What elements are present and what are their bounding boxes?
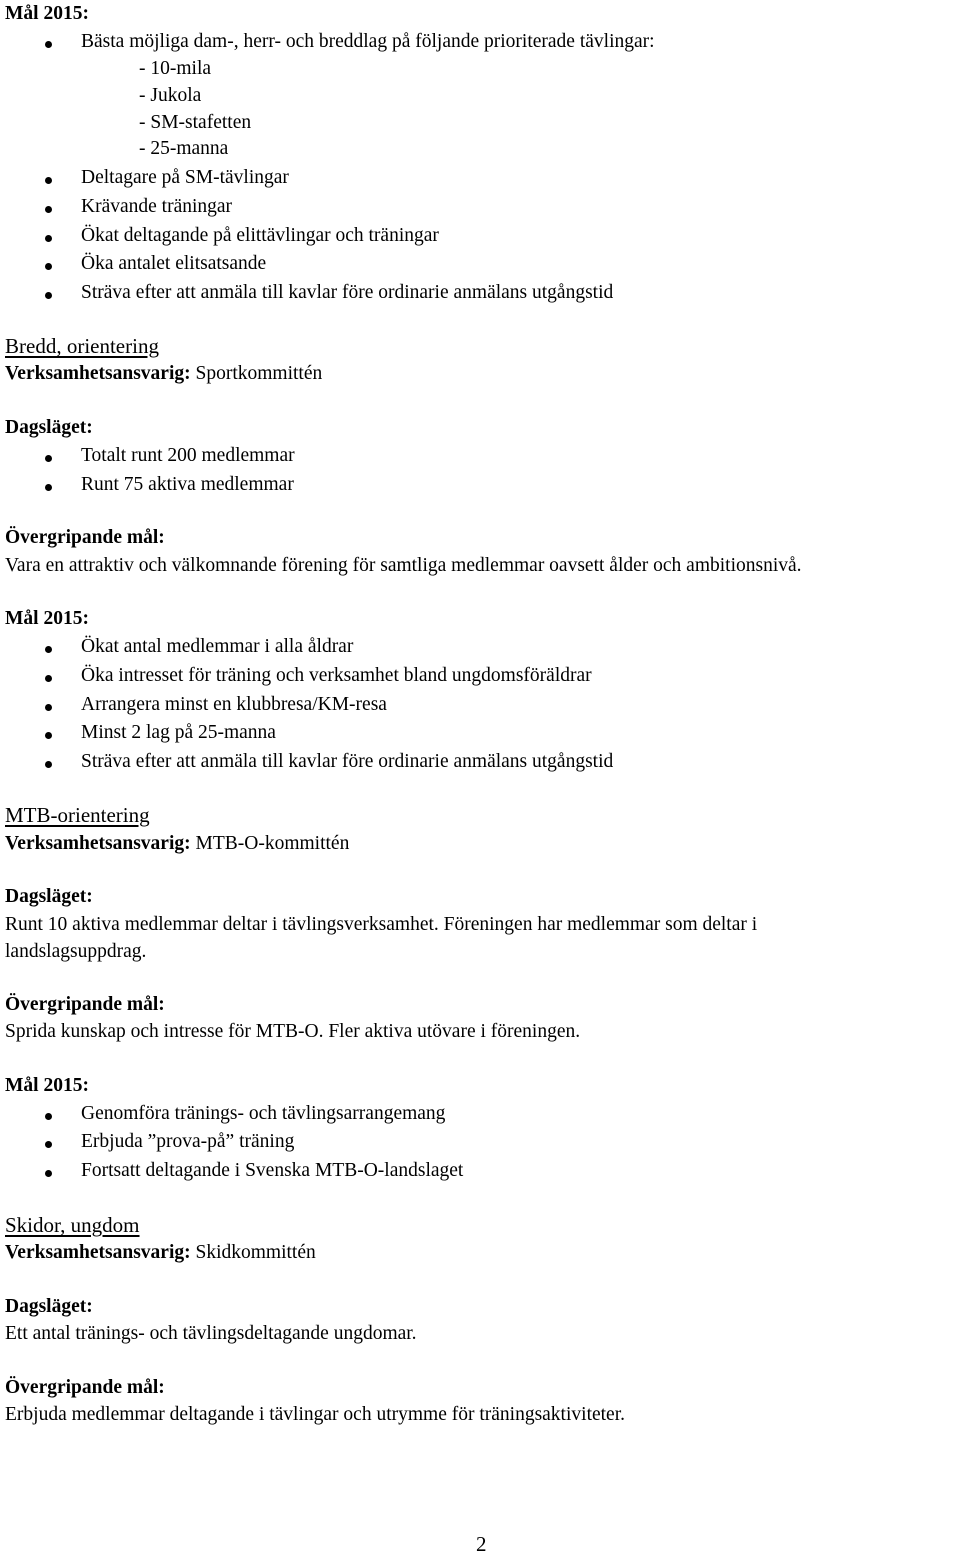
- bullet-icon: [45, 761, 52, 768]
- list-item: Ökat deltagande på elittävlingar och träningar: [81, 225, 439, 246]
- list-item: Genomföra tränings- och tävlingsarrangemang: [81, 1103, 446, 1124]
- section-title: Bredd, orientering: [5, 334, 159, 358]
- bullet-icon: [45, 675, 52, 682]
- status-heading: Dagsläget:: [5, 886, 93, 907]
- status-heading: Dagsläget:: [5, 417, 93, 438]
- status-heading: Dagsläget:: [5, 1296, 93, 1317]
- responsible-line: [5, 1241, 316, 1265]
- list-item: Runt 75 aktiva medlemmar: [81, 474, 294, 495]
- bullet-icon: [45, 704, 52, 711]
- bullet-icon: [45, 206, 52, 213]
- bullet-icon: [45, 41, 52, 48]
- bullet-icon: [45, 263, 52, 270]
- list-item: Arrangera minst en klubbresa/KM-resa: [81, 694, 387, 715]
- responsible-line: [5, 362, 322, 386]
- responsible-label: Verksamhetsansvarig:: [5, 363, 191, 384]
- overall-goal-text: Erbjuda medlemmar deltagande i tävlingar och utrymme för träningsaktiviteter.: [5, 1404, 626, 1425]
- section-title: MTB-orientering: [5, 803, 150, 827]
- responsible-line: [5, 832, 349, 856]
- status-text: landslagsuppdrag.: [5, 941, 147, 962]
- list-item: Totalt runt 200 medlemmar: [81, 445, 295, 466]
- overall-goal-heading: Övergripande mål:: [5, 994, 165, 1015]
- list-item: Öka antalet elitsatsande: [81, 253, 267, 274]
- overall-goal-heading: Övergripande mål:: [5, 527, 165, 548]
- section-title: Skidor, ungdom: [5, 1213, 140, 1237]
- responsible-label: Verksamhetsansvarig:: [5, 1242, 191, 1263]
- bullet-icon: [45, 292, 52, 299]
- status-text: Ett antal tränings- och tävlingsdeltagande ungdomar.: [5, 1323, 417, 1344]
- status-text: Runt 10 aktiva medlemmar deltar i tävlingsverksamhet. Föreningen har medlemmar som deltar i: [5, 914, 758, 935]
- list-item: Sträva efter att anmäla till kavlar före ordinarie anmälans utgångstid: [81, 282, 614, 303]
- goal-heading: Mål 2015:: [5, 3, 89, 24]
- goal-heading: Mål 2015:: [5, 608, 89, 629]
- list-item: Krävande träningar: [81, 196, 233, 217]
- bullet-icon: [45, 235, 52, 242]
- responsible-value: MTB-O-kommittén: [190, 833, 350, 854]
- sub-list-item: - 10-mila: [139, 58, 212, 79]
- bullet-icon: [45, 177, 52, 184]
- sub-list-item: - 25-manna: [139, 138, 229, 159]
- overall-goal-text: Vara en attraktiv och välkomnande förening för samtliga medlemmar oavsett ålder och ambitionsnivå.: [5, 555, 802, 576]
- list-item: Erbjuda ”prova-på” träning: [81, 1131, 295, 1152]
- bullet-icon: [45, 1141, 52, 1148]
- sub-list-item: - SM-stafetten: [139, 112, 252, 133]
- bullet-icon: [45, 455, 52, 462]
- goal-heading: Mål 2015:: [5, 1075, 89, 1096]
- page-number: 2: [476, 1532, 487, 1556]
- list-item: Öka intresset för träning och verksamhet bland ungdomsföräldrar: [81, 665, 592, 686]
- responsible-value: Sportkommittén: [190, 363, 323, 384]
- list-item: Sträva efter att anmäla till kavlar före ordinarie anmälans utgångstid: [81, 751, 614, 772]
- sub-list-item: - Jukola: [139, 85, 202, 106]
- responsible-value: Skidkommittén: [190, 1242, 316, 1263]
- bullet-icon: [45, 1170, 52, 1177]
- overall-goal-heading: Övergripande mål:: [5, 1377, 165, 1398]
- list-item: Deltagare på SM-tävlingar: [81, 167, 289, 188]
- bullet-icon: [45, 732, 52, 739]
- list-item: Ökat antal medlemmar i alla åldrar: [81, 636, 354, 657]
- responsible-label: Verksamhetsansvarig:: [5, 833, 191, 854]
- list-item: Fortsatt deltagande i Svenska MTB-O-landslaget: [81, 1160, 464, 1181]
- overall-goal-text: Sprida kunskap och intresse för MTB-O. Fler aktiva utövare i föreningen.: [5, 1021, 581, 1042]
- bullet-icon: [45, 484, 52, 491]
- list-item: Minst 2 lag på 25-manna: [81, 722, 276, 743]
- list-item: Bästa möjliga dam-, herr- och breddlag på följande prioriterade tävlingar:: [81, 31, 655, 52]
- bullet-icon: [45, 1113, 52, 1120]
- bullet-icon: [45, 646, 52, 653]
